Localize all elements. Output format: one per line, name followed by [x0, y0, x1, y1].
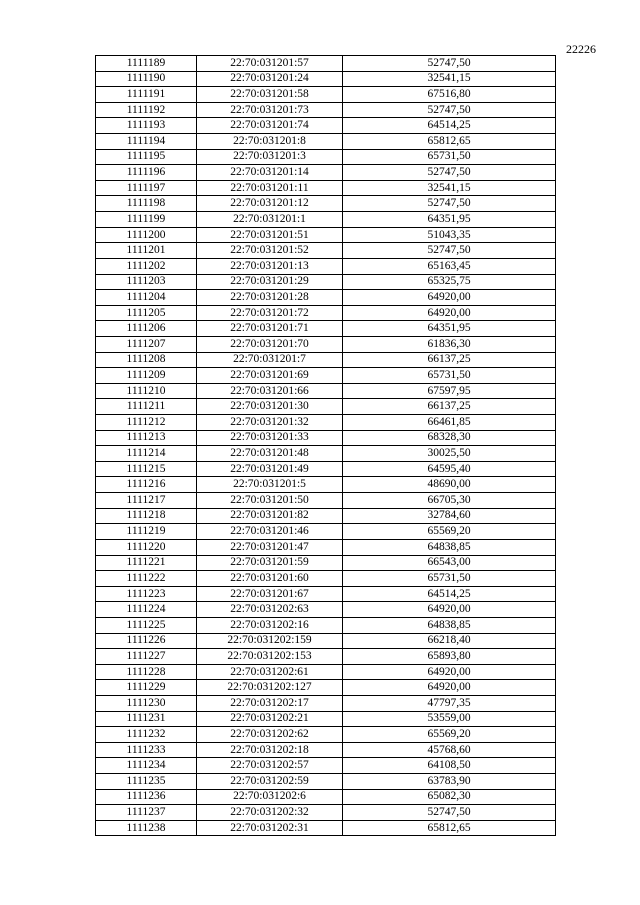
cadastral-number-cell: 22:70:031202:32	[197, 805, 343, 821]
table-row	[96, 477, 556, 493]
cadastral-number-cell: 22:70:031201:73	[197, 102, 343, 118]
row-number-cell: 1111215	[96, 461, 197, 477]
cadastral-number-cell: 22:70:031201:52	[197, 243, 343, 259]
row-number-cell: 1111207	[96, 336, 197, 352]
cadastral-number-cell: 22:70:031201:47	[197, 539, 343, 555]
row-number-cell: 1111214	[96, 446, 197, 462]
table-row	[96, 102, 556, 118]
row-number-cell: 1111196	[96, 165, 197, 181]
cadastral-number-cell: 22:70:031202:62	[197, 727, 343, 743]
value-cell: 64920,00	[343, 602, 556, 618]
value-cell: 66543,00	[343, 555, 556, 571]
table-row	[96, 774, 556, 790]
value-cell: 65325,75	[343, 274, 556, 290]
row-number-cell: 1111220	[96, 539, 197, 555]
row-number-cell: 1111192	[96, 102, 197, 118]
table-row	[96, 290, 556, 306]
value-cell: 64595,40	[343, 461, 556, 477]
row-number-cell: 1111233	[96, 742, 197, 758]
table-row	[96, 555, 556, 571]
cadastral-number-cell: 22:70:031201:46	[197, 524, 343, 540]
table-row	[96, 805, 556, 821]
row-number-cell: 1111226	[96, 633, 197, 649]
cadastral-number-cell: 22:70:031201:29	[197, 274, 343, 290]
value-cell: 64514,25	[343, 586, 556, 602]
row-number-cell: 1111190	[96, 71, 197, 87]
value-cell: 45768,60	[343, 742, 556, 758]
cadastral-number-cell: 22:70:031201:14	[197, 165, 343, 181]
row-number-cell: 1111218	[96, 508, 197, 524]
cadastral-number-cell: 22:70:031201:57	[197, 56, 343, 72]
cadastral-number-cell: 22:70:031201:59	[197, 555, 343, 571]
cadastral-number-cell: 22:70:031202:153	[197, 649, 343, 665]
cadastral-number-cell: 22:70:031201:82	[197, 508, 343, 524]
table-row	[96, 274, 556, 290]
cadastral-number-cell: 22:70:031202:63	[197, 602, 343, 618]
table-row	[96, 305, 556, 321]
row-number-cell: 1111212	[96, 415, 197, 431]
table-row	[96, 227, 556, 243]
table-row	[96, 56, 556, 72]
cadastral-number-cell: 22:70:031202:59	[197, 774, 343, 790]
value-cell: 66137,25	[343, 399, 556, 415]
cadastral-number-cell: 22:70:031201:71	[197, 321, 343, 337]
row-number-cell: 1111197	[96, 180, 197, 196]
table-row	[96, 680, 556, 696]
row-number-cell: 1111189	[96, 56, 197, 72]
value-cell: 65731,50	[343, 368, 556, 384]
table-row	[96, 649, 556, 665]
table-row	[96, 742, 556, 758]
row-number-cell: 1111191	[96, 87, 197, 103]
row-number-cell: 1111221	[96, 555, 197, 571]
row-number-cell: 1111213	[96, 430, 197, 446]
row-number-cell: 1111237	[96, 805, 197, 821]
table-row	[96, 586, 556, 602]
row-number-cell: 1111204	[96, 290, 197, 306]
value-cell: 65893,80	[343, 649, 556, 665]
table-row	[96, 180, 556, 196]
value-cell: 65812,65	[343, 820, 556, 836]
cadastral-number-cell: 22:70:031201:60	[197, 571, 343, 587]
value-cell: 63783,90	[343, 774, 556, 790]
table-row	[96, 461, 556, 477]
value-cell: 65731,50	[343, 149, 556, 165]
table-row	[96, 383, 556, 399]
table-row	[96, 118, 556, 134]
row-number-cell: 1111228	[96, 664, 197, 680]
cadastral-number-cell: 22:70:031202:21	[197, 711, 343, 727]
row-number-cell: 1111201	[96, 243, 197, 259]
value-cell: 48690,00	[343, 477, 556, 493]
cadastral-number-cell: 22:70:031202:61	[197, 664, 343, 680]
cadastral-number-cell: 22:70:031201:1	[197, 212, 343, 228]
cadastral-number-cell: 22:70:031201:8	[197, 134, 343, 150]
value-cell: 32541,15	[343, 180, 556, 196]
row-number-cell: 1111208	[96, 352, 197, 368]
table-row	[96, 711, 556, 727]
cadastral-number-cell: 22:70:031201:69	[197, 368, 343, 384]
table-row	[96, 87, 556, 103]
value-cell: 52747,50	[343, 165, 556, 181]
cadastral-number-cell: 22:70:031201:5	[197, 477, 343, 493]
table-body	[96, 56, 556, 836]
value-cell: 53559,00	[343, 711, 556, 727]
cadastral-number-cell: 22:70:031201:72	[197, 305, 343, 321]
row-number-cell: 1111227	[96, 649, 197, 665]
value-cell: 67516,80	[343, 87, 556, 103]
table-row	[96, 165, 556, 181]
row-number-cell: 1111209	[96, 368, 197, 384]
row-number-cell: 1111216	[96, 477, 197, 493]
table-row	[96, 524, 556, 540]
row-number-cell: 1111210	[96, 383, 197, 399]
cadastral-number-cell: 22:70:031201:70	[197, 336, 343, 352]
row-number-cell: 1111217	[96, 493, 197, 509]
row-number-cell: 1111222	[96, 571, 197, 587]
row-number-cell: 1111236	[96, 789, 197, 805]
value-cell: 30025,50	[343, 446, 556, 462]
cadastral-number-cell: 22:70:031202:16	[197, 617, 343, 633]
row-number-cell: 1111219	[96, 524, 197, 540]
value-cell: 67597,95	[343, 383, 556, 399]
cadastral-number-cell: 22:70:031201:49	[197, 461, 343, 477]
table-row	[96, 243, 556, 259]
value-cell: 64351,95	[343, 212, 556, 228]
value-cell: 47797,35	[343, 695, 556, 711]
value-cell: 64514,25	[343, 118, 556, 134]
value-cell: 64108,50	[343, 758, 556, 774]
value-cell: 66137,25	[343, 352, 556, 368]
cadastral-number-cell: 22:70:031201:24	[197, 71, 343, 87]
table-row	[96, 430, 556, 446]
row-number-cell: 1111193	[96, 118, 197, 134]
table-row	[96, 571, 556, 587]
cadastral-number-cell: 22:70:031201:58	[197, 87, 343, 103]
cadastral-number-cell: 22:70:031201:11	[197, 180, 343, 196]
value-cell: 52747,50	[343, 56, 556, 72]
cadastral-number-cell: 22:70:031201:51	[197, 227, 343, 243]
value-cell: 66218,40	[343, 633, 556, 649]
cadastral-number-cell: 22:70:031202:17	[197, 695, 343, 711]
row-number-cell: 1111234	[96, 758, 197, 774]
cadastral-number-cell: 22:70:031202:6	[197, 789, 343, 805]
cadastral-number-cell: 22:70:031201:13	[197, 258, 343, 274]
table-row	[96, 336, 556, 352]
cadastral-number-cell: 22:70:031201:3	[197, 149, 343, 165]
value-cell: 66461,85	[343, 415, 556, 431]
row-number-cell: 1111224	[96, 602, 197, 618]
cadastral-value-table	[95, 55, 556, 836]
value-cell: 64920,00	[343, 290, 556, 306]
cadastral-number-cell: 22:70:031201:28	[197, 290, 343, 306]
value-cell: 65163,45	[343, 258, 556, 274]
table-row	[96, 508, 556, 524]
value-cell: 52747,50	[343, 243, 556, 259]
value-cell: 64351,95	[343, 321, 556, 337]
cadastral-number-cell: 22:70:031202:127	[197, 680, 343, 696]
value-cell: 65569,20	[343, 524, 556, 540]
table-row	[96, 633, 556, 649]
value-cell: 68328,30	[343, 430, 556, 446]
row-number-cell: 1111231	[96, 711, 197, 727]
value-cell: 65569,20	[343, 727, 556, 743]
cadastral-number-cell: 22:70:031201:32	[197, 415, 343, 431]
value-cell: 64920,00	[343, 664, 556, 680]
table-row	[96, 134, 556, 150]
cadastral-number-cell: 22:70:031201:50	[197, 493, 343, 509]
table-row	[96, 539, 556, 555]
table-row	[96, 664, 556, 680]
value-cell: 32541,15	[343, 71, 556, 87]
table-row	[96, 196, 556, 212]
table-row	[96, 789, 556, 805]
value-cell: 52747,50	[343, 196, 556, 212]
value-cell: 61836,30	[343, 336, 556, 352]
cadastral-number-cell: 22:70:031201:33	[197, 430, 343, 446]
table-row	[96, 727, 556, 743]
value-cell: 65812,65	[343, 134, 556, 150]
table-row	[96, 149, 556, 165]
cadastral-number-cell: 22:70:031202:18	[197, 742, 343, 758]
row-number-cell: 1111235	[96, 774, 197, 790]
table-row	[96, 368, 556, 384]
table-row	[96, 258, 556, 274]
row-number-cell: 1111205	[96, 305, 197, 321]
cadastral-number-cell: 22:70:031202:31	[197, 820, 343, 836]
table-row	[96, 71, 556, 87]
row-number-cell: 1111238	[96, 820, 197, 836]
cadastral-number-cell: 22:70:031202:57	[197, 758, 343, 774]
value-cell: 64838,85	[343, 617, 556, 633]
row-number-cell: 1111232	[96, 727, 197, 743]
value-cell: 66705,30	[343, 493, 556, 509]
value-cell: 65731,50	[343, 571, 556, 587]
value-cell: 32784,60	[343, 508, 556, 524]
table-row	[96, 446, 556, 462]
row-number-cell: 1111203	[96, 274, 197, 290]
value-cell: 64838,85	[343, 539, 556, 555]
value-cell: 52747,50	[343, 805, 556, 821]
row-number-cell: 1111230	[96, 695, 197, 711]
row-number-cell: 1111225	[96, 617, 197, 633]
row-number-cell: 1111199	[96, 212, 197, 228]
row-number-cell: 1111202	[96, 258, 197, 274]
cadastral-number-cell: 22:70:031201:7	[197, 352, 343, 368]
table-row	[96, 212, 556, 228]
row-number-cell: 1111223	[96, 586, 197, 602]
table-row	[96, 758, 556, 774]
row-number-cell: 1111195	[96, 149, 197, 165]
cadastral-number-cell: 22:70:031201:67	[197, 586, 343, 602]
cadastral-number-cell: 22:70:031201:12	[197, 196, 343, 212]
table-row	[96, 321, 556, 337]
table-row	[96, 695, 556, 711]
cadastral-number-cell: 22:70:031201:48	[197, 446, 343, 462]
row-number-cell: 1111198	[96, 196, 197, 212]
page-number: 22226	[566, 42, 596, 56]
table-row	[96, 820, 556, 836]
row-number-cell: 1111194	[96, 134, 197, 150]
cadastral-number-cell: 22:70:031201:30	[197, 399, 343, 415]
table-row	[96, 617, 556, 633]
table-row	[96, 399, 556, 415]
table-row	[96, 415, 556, 431]
cadastral-number-cell: 22:70:031201:74	[197, 118, 343, 134]
row-number-cell: 1111206	[96, 321, 197, 337]
row-number-cell: 1111229	[96, 680, 197, 696]
row-number-cell: 1111211	[96, 399, 197, 415]
value-cell: 52747,50	[343, 102, 556, 118]
row-number-cell: 1111200	[96, 227, 197, 243]
value-cell: 65082,30	[343, 789, 556, 805]
table-row	[96, 602, 556, 618]
cadastral-number-cell: 22:70:031202:159	[197, 633, 343, 649]
cadastral-number-cell: 22:70:031201:66	[197, 383, 343, 399]
value-cell: 64920,00	[343, 305, 556, 321]
table-row	[96, 352, 556, 368]
value-cell: 64920,00	[343, 680, 556, 696]
value-cell: 51043,35	[343, 227, 556, 243]
table-row	[96, 493, 556, 509]
